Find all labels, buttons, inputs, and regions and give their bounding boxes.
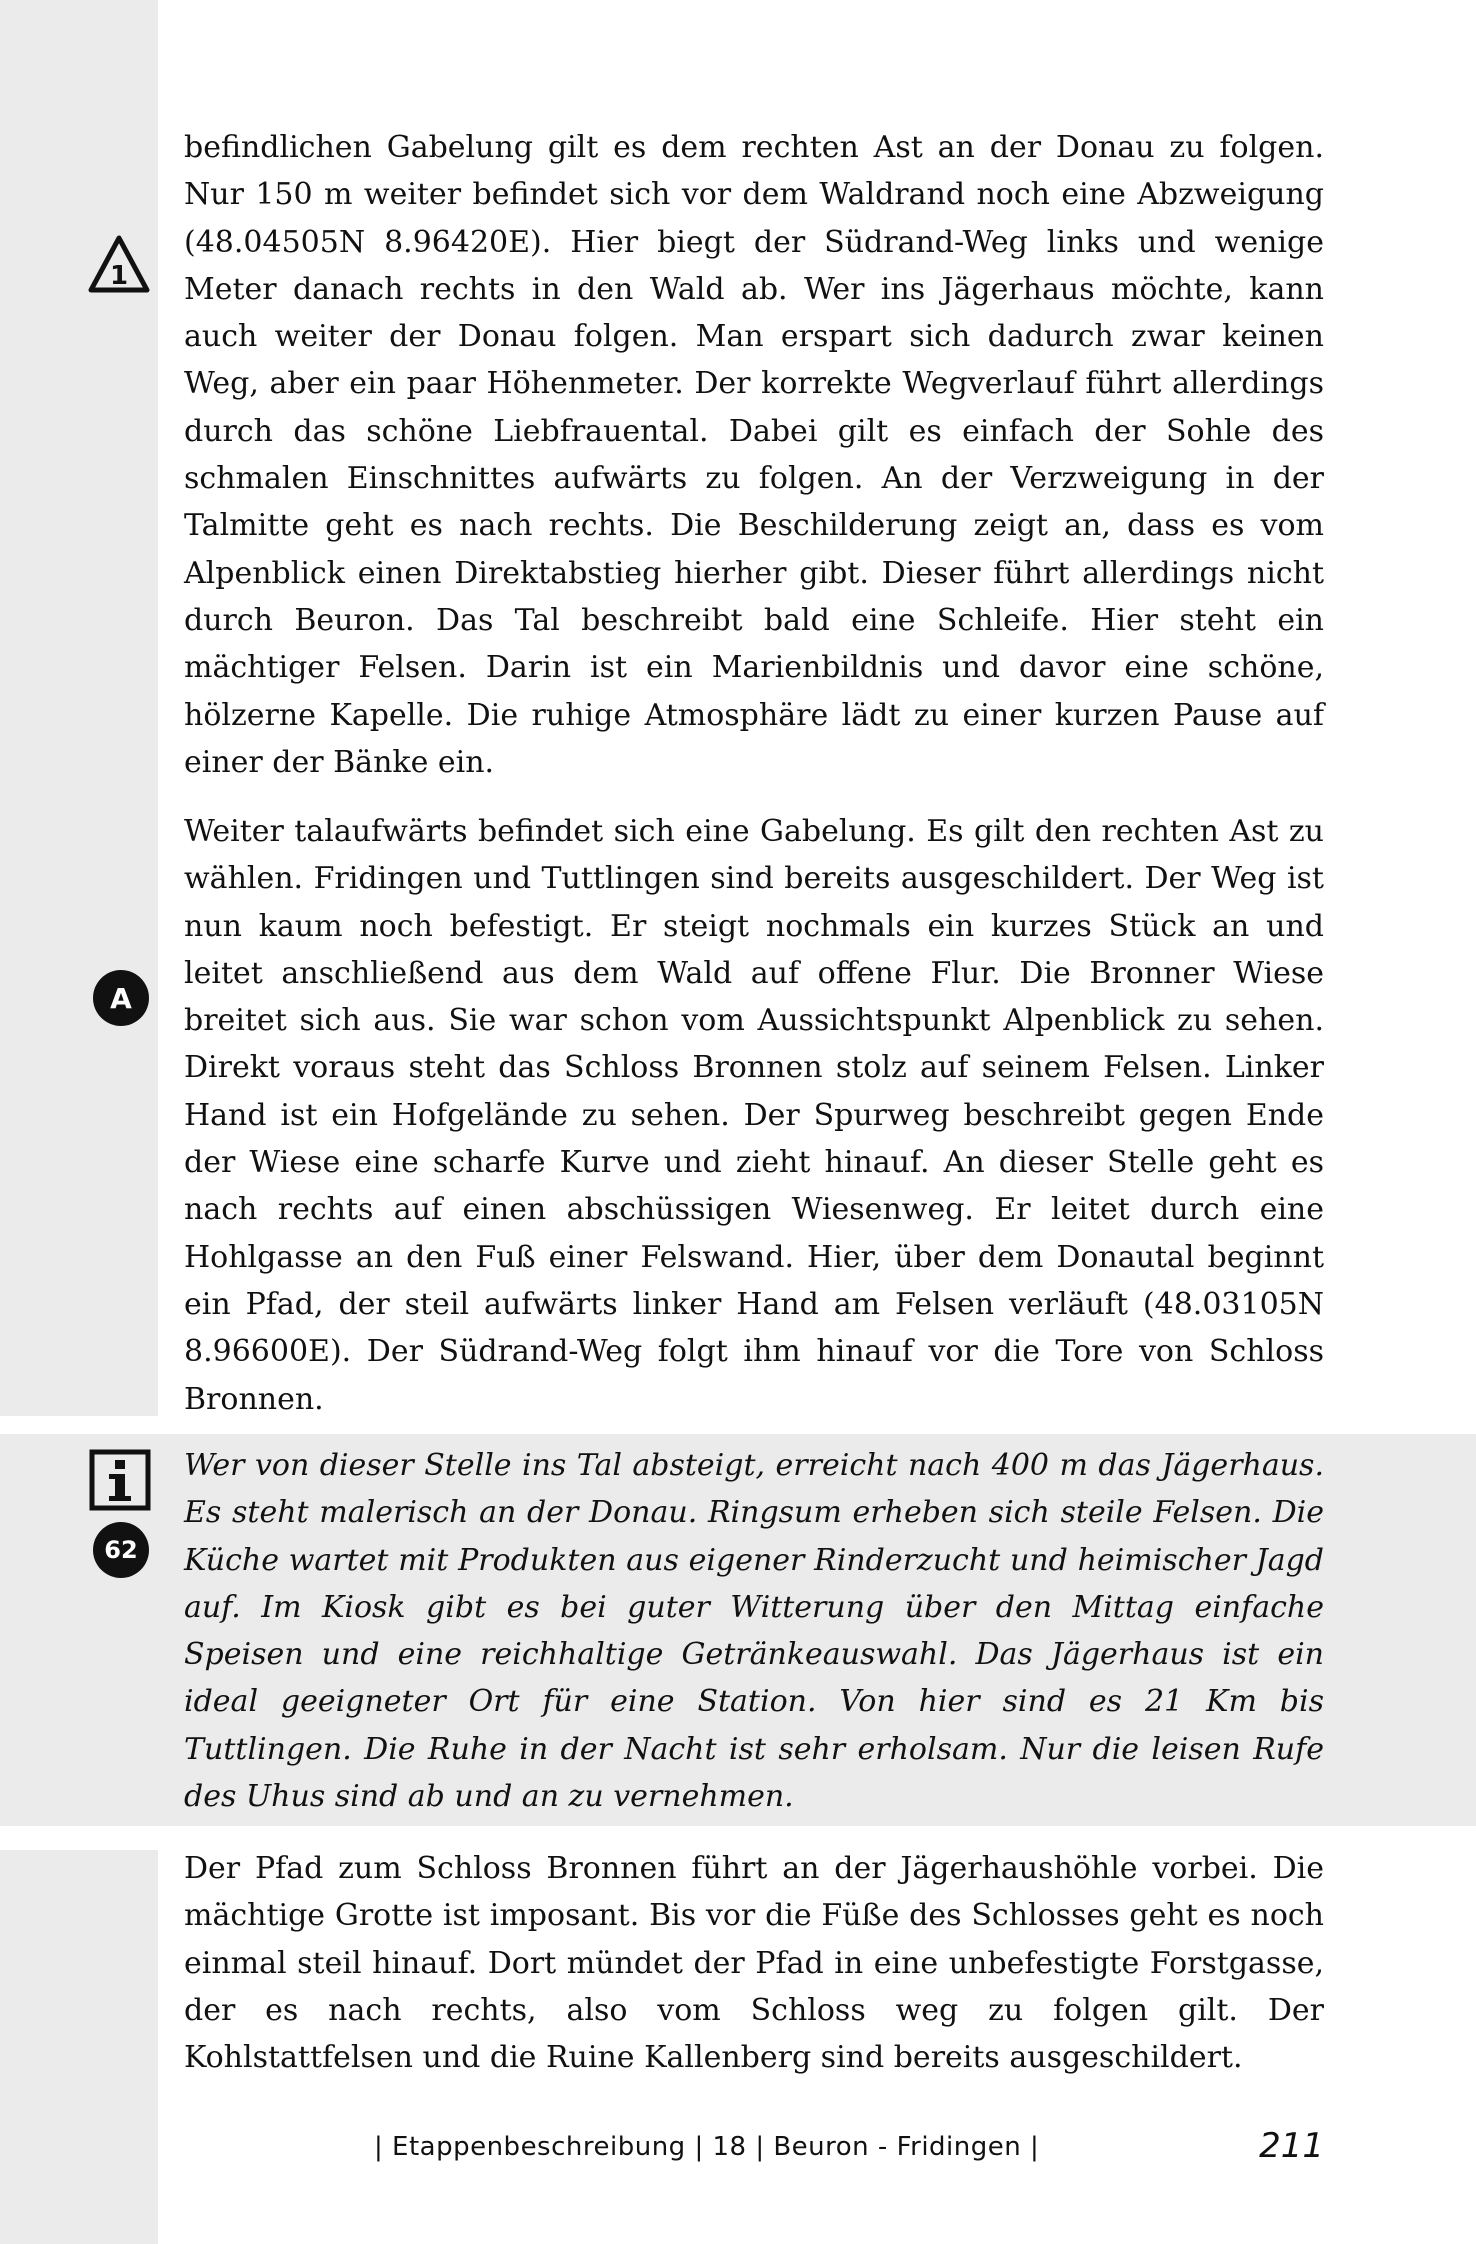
page-number: 211 — [1259, 2126, 1324, 2166]
info-marker-number: 62 — [93, 1522, 149, 1578]
margin-strip-bottom — [0, 1850, 158, 2244]
margin-strip-top — [0, 0, 158, 1416]
info-paragraph: Wer von dieser Stelle ins Tal absteigt, erreicht nach 400 m das Jägerhaus. Es steht malerisch an der Donau. Ringsum erheben sich steile Felsen. Die Küche wartet mit Produkten aus eigener Rinderzucht und heimischer Jagd auf. Im Kiosk gibt es bei guter Witterung über den Mittag einfache Speisen und eine reichhaltige Getränkeauswahl. Das Jägerhaus ist ein ideal geeigneter Ort für eine Station. Von hier sind es 21 Km bis Tuttlingen. Die Ruhe in der Nacht ist sehr erholsam. Nur die leisen Rufe des Uhus sind ab und an zu vernehmen. — [184, 1448, 1324, 1815]
info-icon — [88, 1448, 152, 1512]
page-footer — [184, 2126, 1324, 2166]
running-head: | Etappenbeschreibung | 18 | Beuron - Fridingen | — [374, 2132, 1040, 2162]
warning-triangle-icon — [87, 232, 151, 296]
paragraph-4: Der Pfad zum Schloss Bronnen führt an der Jägerhaushöhle vorbei. Die mächtige Grotte ist imposant. Bis vor die Füße des Schlosses geht es noch einmal steil hinauf. Dort mündet der Pfad in eine unbefestigte Forstgasse, der es nach rechts, also vom Schloss weg zu folgen gilt. Der Kohlstattfelsen und die Ruine Kallenberg sind bereits ausgeschildert. — [184, 1851, 1324, 2076]
waypoint-marker-a: A — [93, 970, 149, 1026]
warning-marker-number: 1 — [109, 261, 129, 291]
paragraph-2: Weiter talaufwärts befindet sich eine Gabelung. Es gilt den rechten Ast zu wählen. Fridingen und Tuttlingen sind bereits ausgeschildert. Der Weg ist nun kaum noch befestigt. Er steigt nochmals ein kurzes Stück an und leitet anschließend aus dem Wald auf offene Flur. Die Bronner Wiese breitet sich aus. Sie war schon vom Aussichtspunkt Alpenblick zu sehen. Direkt voraus steht das Schloss Bronnen stolz auf seinem Felsen. Linker Hand ist ein Hofgelände zu sehen. Der Spurweg beschreibt gegen Ende der Wiese eine scharfe Kurve und zieht hinauf. An dieser Stelle geht es nach rechts auf einen abschüssigen Wiesenweg. Er leitet durch eine Hohlgasse an den Fuß einer Felswand. Hier, über dem Donautal beginnt ein Pfad, der steil aufwärts linker Hand am Felsen verläuft (48.03105N 8.96600E). Der Südrand-Weg folgt ihm hinauf vor die Tore von Schloss Bronnen. — [184, 814, 1324, 1417]
paragraph-1: befindlichen Gabelung gilt es dem rechten Ast an der Donau zu folgen. Nur 150 m weiter befindet sich vor dem Waldrand noch eine Abzweigung (48.04505N 8.96420E). Hier biegt der Südrand-Weg links und wenige Meter danach rechts in den Wald ab. Wer ins Jägerhaus möchte, kann auch weiter der Donau folgen. Man erspart sich dadurch zwar keinen Weg, aber ein paar Höhenmeter. Der korrekte Wegverlauf führt allerdings durch das schöne Liebfrauental. Dabei gilt es einfach der Sohle des schmalen Einschnittes aufwärts zu folgen. An der Verzweigung in der Talmitte geht es nach rechts. Die Beschilderung zeigt an, dass es vom Alpenblick einen Direktabstieg hierher gibt. Dieser führt allerdings nicht durch Beuron. Das Tal beschreibt bald eine Schleife. Hier steht ein mächtiger Felsen. Darin ist ein Marienbildnis und davor eine schöne, hölzerne Kapelle. Die ruhige Atmosphäre lädt zu einer kurzen Pause auf einer der Bänke ein. — [184, 130, 1324, 780]
